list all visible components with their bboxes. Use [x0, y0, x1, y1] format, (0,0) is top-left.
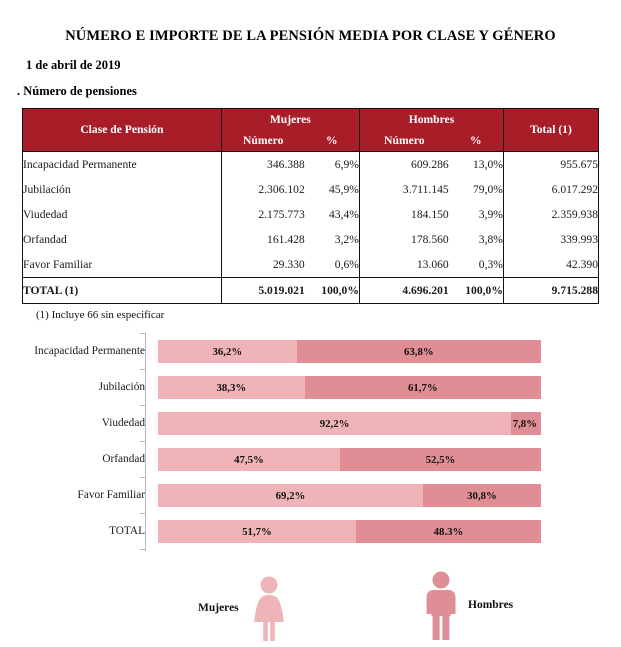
- column-header-women-percent: %: [305, 130, 360, 152]
- chart-bar-area: [158, 333, 541, 369]
- page-title: NÚMERO E IMPORTE DE LA PENSIÓN MEDIA POR CLASE Y GÉNERO: [65, 28, 556, 44]
- column-header-men: Hombres: [359, 109, 503, 131]
- cell-class: Orfandad: [23, 227, 222, 252]
- chart-category-label: Orfandad: [102, 453, 145, 465]
- bar-segment-women: [158, 376, 305, 399]
- cell-class: Jubilación: [23, 177, 222, 202]
- pensions-table-container: [0, 99, 621, 321]
- cell-total: 955.675: [503, 152, 598, 178]
- bar-segment-men: [356, 520, 541, 543]
- bar-segment-men: [423, 484, 541, 507]
- chart-legend: [0, 565, 621, 647]
- table-header-group-row: [23, 109, 599, 131]
- axis-tick: [140, 405, 145, 406]
- column-header-class: Clase de Pensión: [23, 109, 222, 152]
- cell-men-number: 4.696.201: [359, 278, 448, 304]
- bar-value-label-women: 36,2%: [212, 345, 243, 358]
- bar-segment-women: [158, 520, 356, 543]
- column-header-women-number: Número: [221, 130, 305, 152]
- legend-label-women: Mujeres: [198, 602, 239, 614]
- cell-men-number: 178.560: [411, 233, 449, 246]
- cell-women-percent: 45,9%: [305, 177, 360, 202]
- bar-segment-men: [305, 376, 541, 399]
- pensions-table: [22, 108, 599, 304]
- chart-row: [0, 333, 621, 369]
- cell-total: 9.715.288: [503, 278, 598, 304]
- cell-total: 6.017.292: [503, 177, 598, 202]
- stacked-bar: [158, 448, 541, 471]
- cell-men-percent: 100,0%: [449, 278, 504, 304]
- cell-total: 2.359.938: [503, 202, 598, 227]
- chart-bar-area: [158, 441, 541, 477]
- table-total-row: [23, 278, 599, 304]
- male-figure-icon: [420, 570, 462, 640]
- cell-women-number: 29.330: [272, 258, 305, 271]
- bar-value-label-men: 7,8%: [512, 417, 537, 430]
- chart-row: [0, 405, 621, 441]
- chart-bar-area: [158, 405, 541, 441]
- cell-men-number: 13.060: [416, 258, 449, 271]
- cell-men-number: 184.150: [411, 208, 449, 221]
- gender-distribution-chart: [0, 333, 621, 563]
- bar-segment-men: [511, 412, 541, 435]
- bar-value-label-men: 30,8%: [467, 489, 497, 502]
- chart-row: [0, 369, 621, 405]
- legend-item-women: [198, 575, 291, 641]
- chart-category-label: Jubilación: [98, 381, 145, 393]
- cell-women-number: 2.175.773: [258, 208, 305, 221]
- chart-category-label: Favor Familiar: [77, 489, 145, 501]
- chart-category-label: TOTAL: [109, 525, 145, 537]
- bar-value-label-men: 52,5%: [425, 453, 456, 466]
- column-header-total: Total (1): [503, 109, 598, 152]
- stacked-bar: [158, 340, 541, 363]
- bar-segment-men: [340, 448, 541, 471]
- cell-class: Incapacidad Permanente: [23, 152, 222, 178]
- column-header-women: Mujeres: [221, 109, 359, 131]
- bar-value-label-men: 48.3%: [433, 525, 464, 538]
- cell-men-percent: 3,8%: [449, 227, 504, 252]
- stacked-bar: [158, 412, 541, 435]
- chart-row: [0, 513, 621, 549]
- table-body: [23, 152, 599, 304]
- bar-value-label-women: 47,5%: [234, 453, 264, 466]
- stacked-bar: [158, 484, 541, 507]
- bar-segment-women: [158, 340, 297, 363]
- cell-women-number: 5.019.021: [221, 278, 305, 304]
- chart-bar-area: [158, 369, 541, 405]
- cell-men-percent: 13,0%: [449, 152, 504, 178]
- chart-row: [0, 441, 621, 477]
- bar-value-label-men: 63,8%: [403, 345, 434, 358]
- chart-row: [0, 477, 621, 513]
- cell-women-number: 346.388: [267, 158, 305, 171]
- legend-item-men: [420, 570, 513, 640]
- axis-tick: [140, 369, 145, 370]
- cell-total: 42.390: [503, 252, 598, 278]
- cell-women-percent: 100,0%: [305, 278, 360, 304]
- table-row: [23, 152, 599, 178]
- cell-women-percent: 0,6%: [305, 252, 360, 278]
- chart-bar-area: [158, 477, 541, 513]
- bar-segment-women: [158, 484, 423, 507]
- stacked-bar: [158, 376, 541, 399]
- axis-tick: [140, 513, 145, 514]
- chart-bar-area: [158, 513, 541, 549]
- table-row: [23, 177, 599, 202]
- column-header-men-number: Número: [359, 130, 448, 152]
- bar-value-label-women: 92,2%: [319, 417, 350, 430]
- chart-category-label: Incapacidad Permanente: [34, 345, 145, 357]
- cell-men-percent: 79,0%: [449, 177, 504, 202]
- cell-men-percent: 3,9%: [449, 202, 504, 227]
- cell-women-percent: 3,2%: [305, 227, 360, 252]
- axis-tick: [140, 333, 145, 334]
- bar-segment-men: [297, 340, 541, 363]
- bar-value-label-women: 51,7%: [242, 525, 272, 538]
- bar-value-label-women: 38,3%: [216, 381, 247, 394]
- cell-women-number: 2.306.102: [258, 183, 305, 196]
- axis-tick: [140, 549, 145, 550]
- cell-women-number: 161.428: [267, 233, 305, 246]
- axis-tick: [140, 441, 145, 442]
- table-footnote: (1) Incluye 66 sin especificar: [36, 309, 165, 321]
- cell-men-number: 609.286: [411, 158, 449, 171]
- section-subtitle: . Número de pensiones: [17, 84, 137, 98]
- chart-category-label: Viudedad: [101, 417, 145, 429]
- stacked-bar: [158, 520, 541, 543]
- cell-class: Viudedad: [23, 202, 222, 227]
- table-row: [23, 252, 599, 278]
- cell-women-percent: 6,9%: [305, 152, 360, 178]
- cell-total: 339.993: [503, 227, 598, 252]
- column-header-men-percent: %: [449, 130, 504, 152]
- cell-men-percent: 0,3%: [449, 252, 504, 278]
- cell-women-percent: 43,4%: [305, 202, 360, 227]
- bar-value-label-women: 69,2%: [275, 489, 306, 502]
- cell-men-number: 3.711.145: [402, 183, 449, 196]
- table-row: [23, 202, 599, 227]
- table-row: [23, 227, 599, 252]
- cell-class: Favor Familiar: [23, 252, 222, 278]
- cell-class: TOTAL (1): [23, 278, 222, 304]
- bar-value-label-men: 61,7%: [407, 381, 438, 394]
- chart-bars-container: [0, 333, 621, 549]
- axis-tick: [140, 477, 145, 478]
- female-figure-icon: [247, 575, 291, 641]
- report-date: 1 de abril de 2019: [26, 58, 121, 72]
- legend-label-men: Hombres: [468, 599, 514, 611]
- bar-segment-women: [158, 448, 340, 471]
- bar-segment-women: [158, 412, 511, 435]
